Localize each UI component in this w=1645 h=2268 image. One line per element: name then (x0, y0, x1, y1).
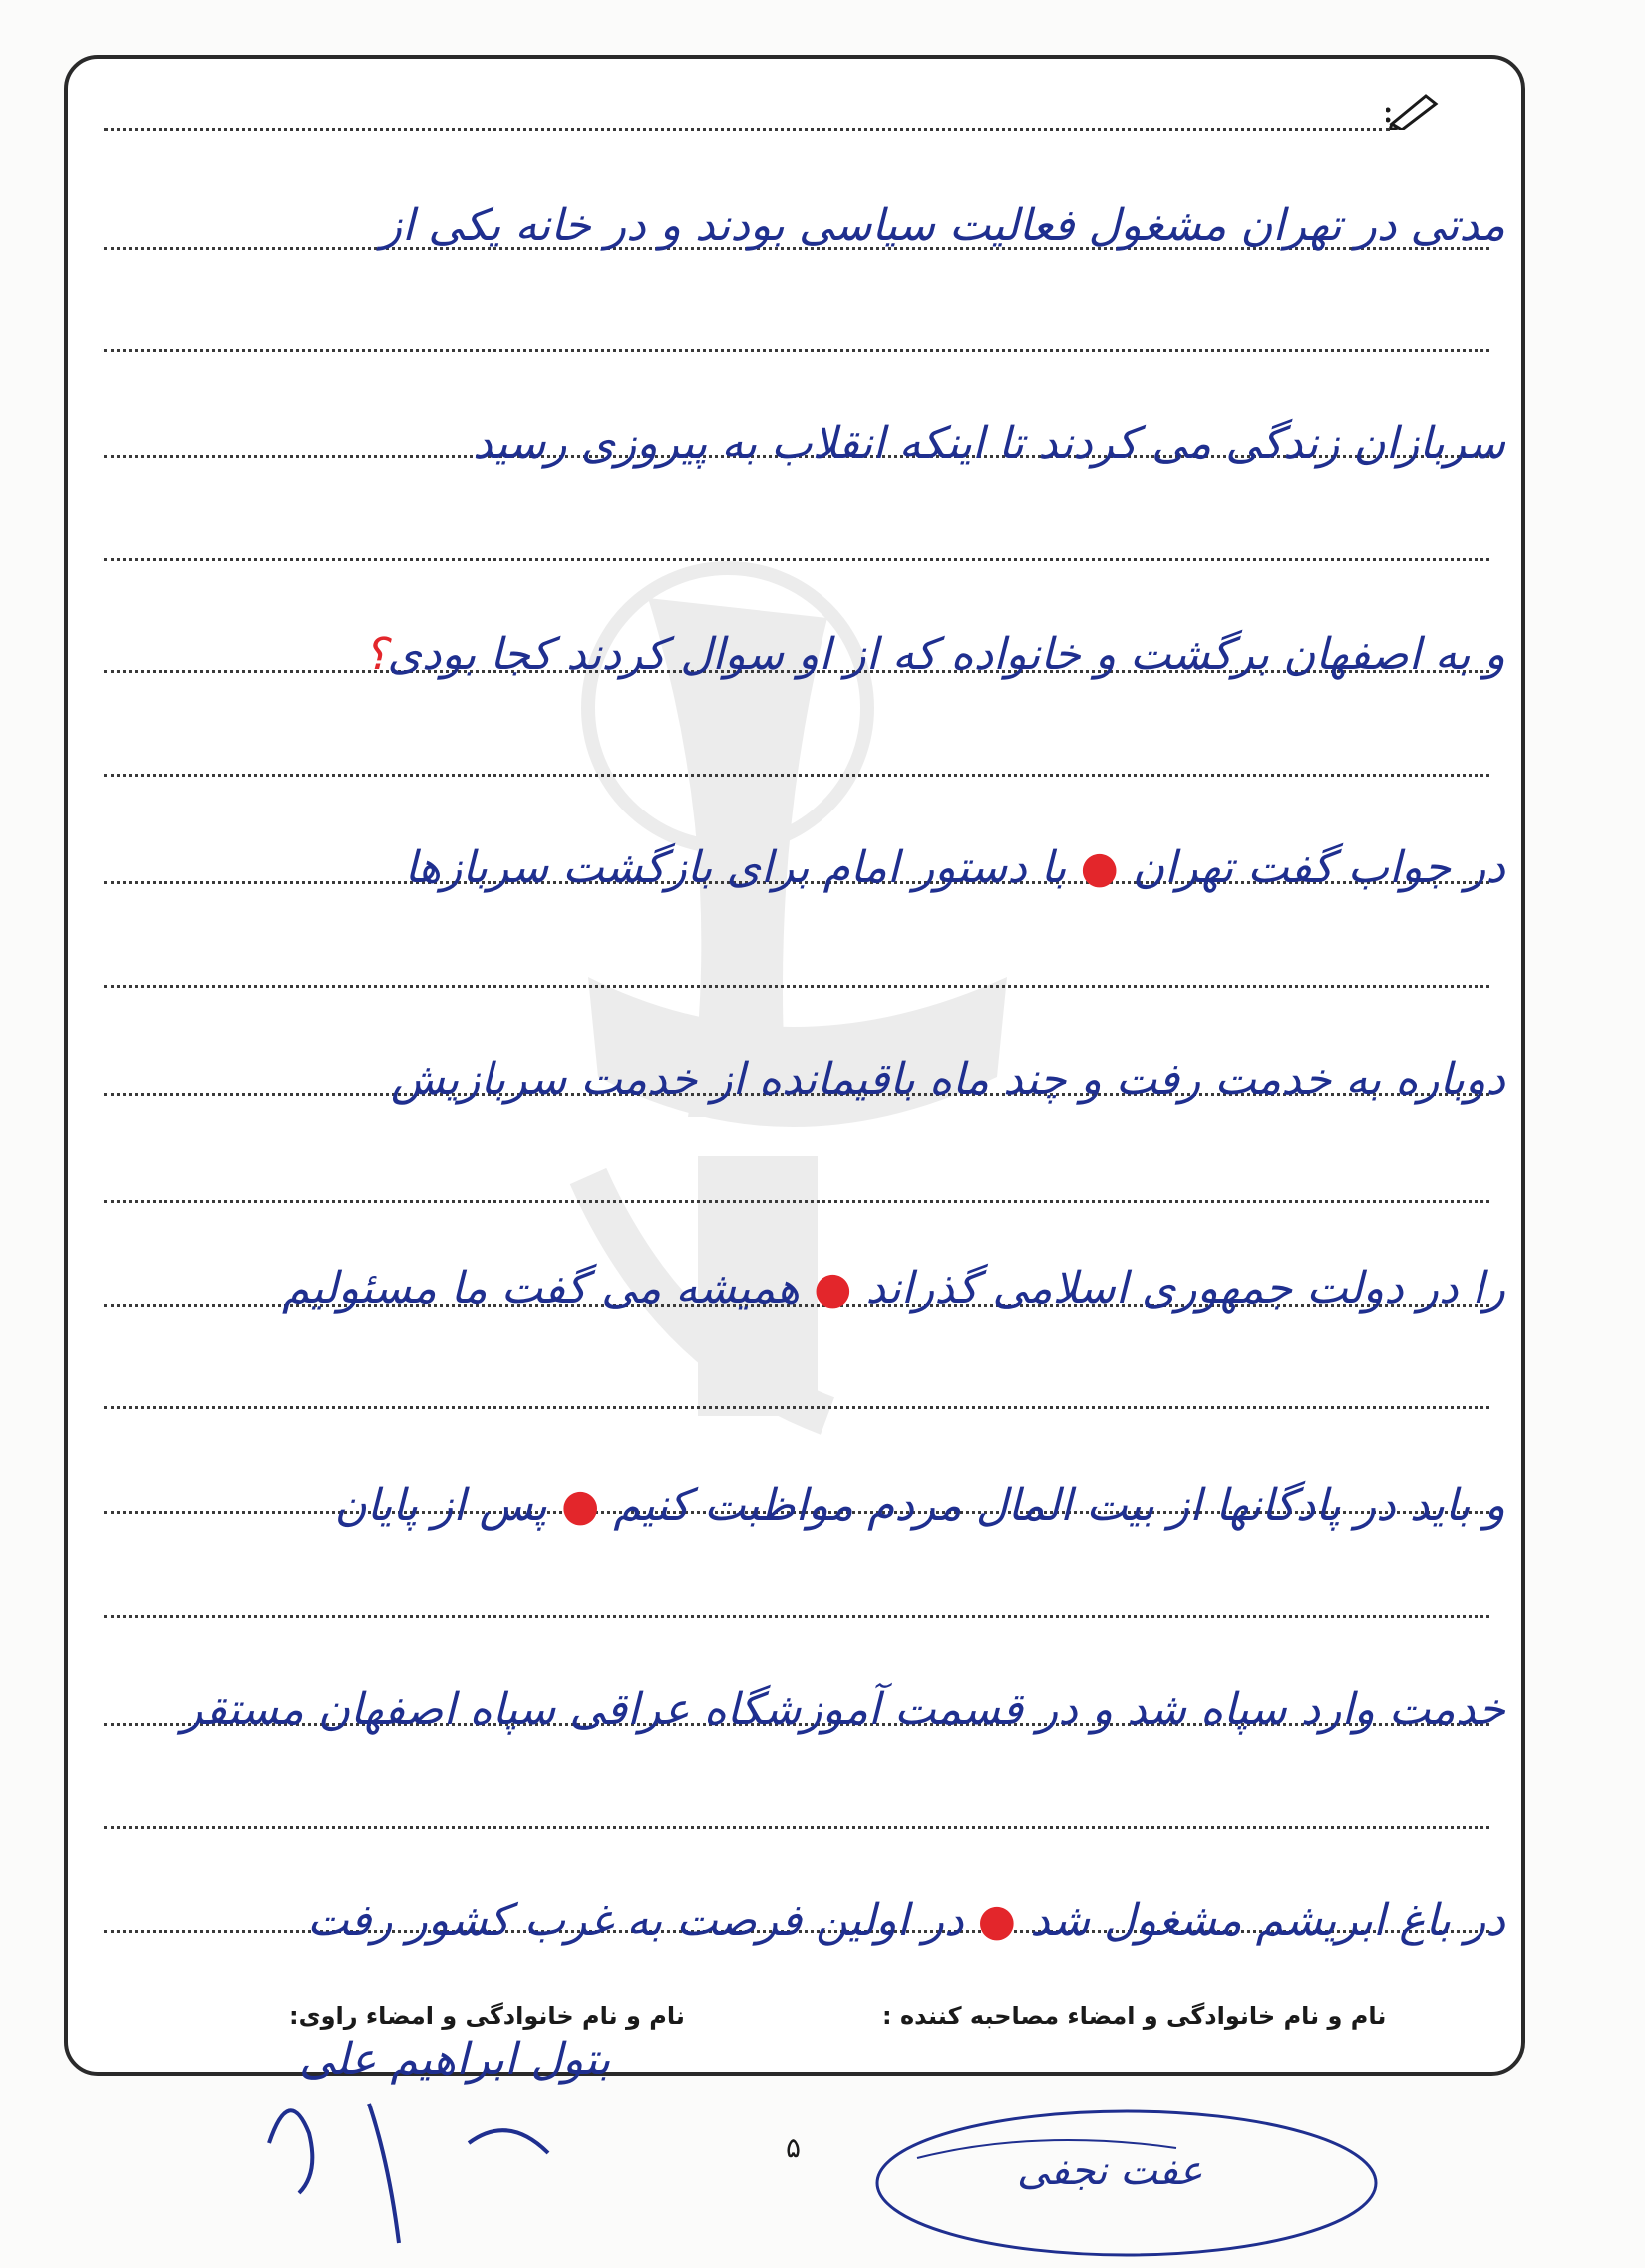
handwritten-line-8 (70, 1675, 1505, 1745)
interviewer-signature: عفت نجفی (1017, 2148, 1203, 2194)
sentence-dot: ● (1080, 842, 1119, 893)
narrator-name: بتول ابراهیم علی (299, 2034, 611, 2085)
ruled-line (104, 1200, 1489, 1203)
line-text: و باید در پادگانها از بیت المال مردم مواظبت کنیم (613, 1480, 1505, 1531)
handwritten-line-7 (70, 1471, 1505, 1541)
ruled-line (104, 1826, 1489, 1829)
pen-writing-icon (1386, 90, 1444, 130)
sentence-dot: ● (977, 1895, 1017, 1946)
line-text: در باغ ابریشم مشغول شد (1030, 1895, 1505, 1946)
handwritten-line-9 (70, 1886, 1505, 1956)
handwritten-line-2 (70, 409, 1505, 479)
handwritten-line-1 (70, 191, 1505, 261)
interviewer-label: نام و نام خانوادگی و امضاء مصاحبه کننده : (882, 2002, 1387, 2030)
ruled-line (104, 985, 1489, 988)
line-text: و به اصفهان برگشت و خانواده که از او سوال کردند کجا بودی (387, 629, 1505, 680)
handwritten-line-6 (70, 1254, 1505, 1324)
question-mark: ؟ (364, 629, 388, 680)
narrator-label: نام و نام خانوادگی و امضاء راوی: (289, 2002, 685, 2030)
line-text: مدتی در تهران مشغول فعالیت سیاسی بودند و در خانه یکی از (380, 200, 1505, 251)
line-text: دوباره به خدمت رفت و چند ماه باقیمانده از خدمت سربازیش (390, 1054, 1505, 1105)
sentence-dot: ● (560, 1480, 600, 1531)
ruled-line (104, 128, 1390, 131)
ruled-line (104, 774, 1489, 777)
line-text: در اولین فرصت به غرب کشور رفت (307, 1895, 964, 1946)
line-text: همیشه می گفت ما مسئولیم (281, 1263, 801, 1314)
line-text: سربازان زندگی می کردند تا اینکه انقلاب به پیروزی رسید (473, 418, 1505, 469)
narrator-signature-icon (249, 2024, 668, 2263)
line-text: خدمت وارد سپاه شد و در قسمت آموزشگاه عراقی سپاه اصفهان مستقر (181, 1684, 1505, 1735)
ruled-line (104, 1615, 1489, 1618)
page-number: ۵ (786, 2131, 802, 2164)
ruled-line (104, 349, 1489, 352)
ruled-line (104, 558, 1489, 561)
line-text: پس از پایان (334, 1480, 547, 1531)
line-text: را در دولت جمهوری اسلامی گذراند (865, 1263, 1505, 1314)
handwritten-line-5 (70, 1045, 1505, 1115)
ruled-line (104, 1406, 1489, 1409)
sentence-dot: ● (814, 1263, 852, 1314)
handwritten-line-3 (70, 620, 1505, 690)
line-text: با دستور امام برای بازگشت سربازها (404, 842, 1067, 893)
line-text: در جواب گفت تهران (1132, 842, 1505, 893)
handwritten-line-4 (70, 833, 1505, 903)
